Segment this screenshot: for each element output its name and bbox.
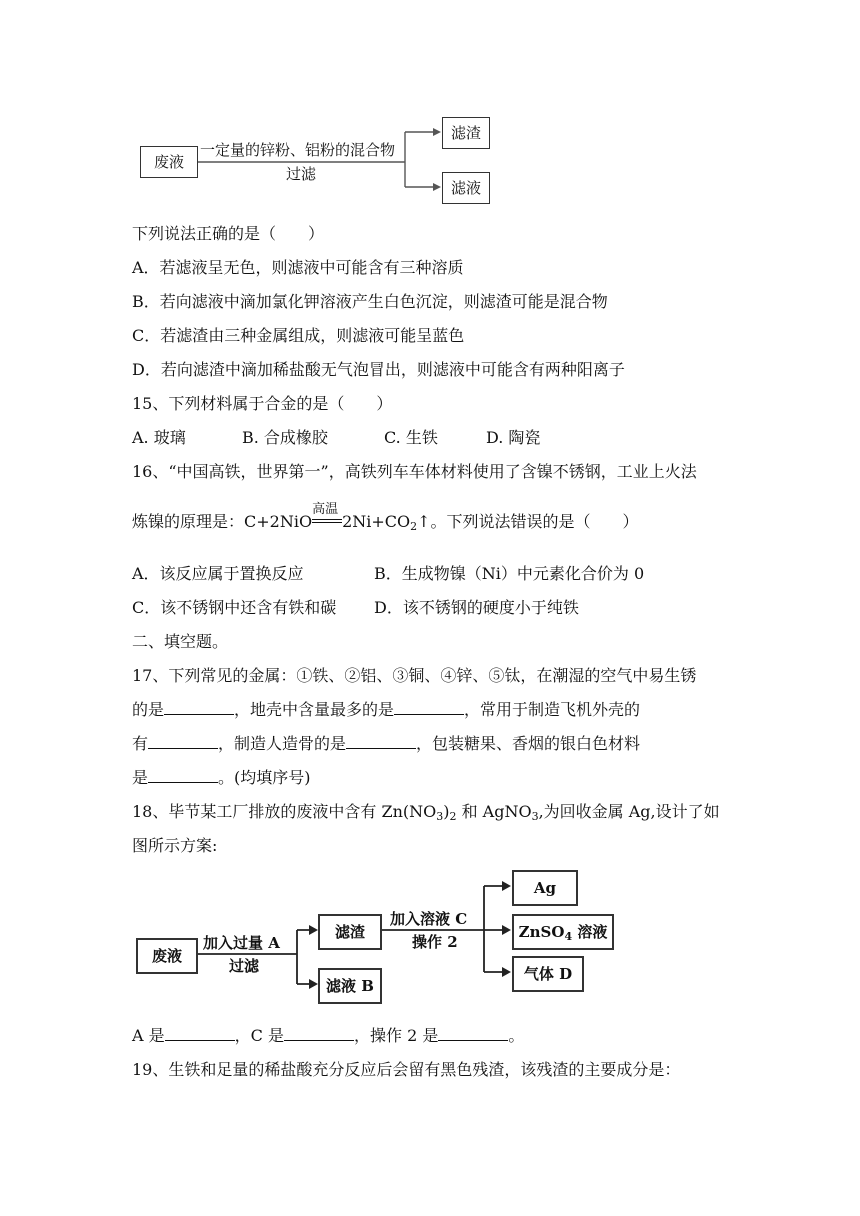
q16-option-c: C．该不锈钢中还含有铁和碳 bbox=[132, 598, 337, 617]
section-title-fill-in: 二、填空题。 bbox=[132, 632, 229, 651]
q15-stem: 15、下列材料属于合金的是（ ） bbox=[132, 394, 393, 413]
diagram2-filtrate-b-box: 滤液 B bbox=[318, 968, 382, 1004]
diagram2-ag-box: Ag bbox=[512, 870, 578, 906]
q16-stem-tail: ↑。下列说法错误的是（ ） bbox=[417, 512, 639, 531]
q18-text: 18、毕节某工厂排放的废液中含有 Zn(NO bbox=[132, 802, 437, 821]
diagram2-znso4-text: ZnSO bbox=[518, 923, 565, 941]
diagram2-edge2-top: 加入溶液 C bbox=[390, 910, 468, 928]
diagram2-edge1-bottom: 过滤 bbox=[229, 957, 260, 975]
q17-text: ，常用于制造飞机外壳的 bbox=[464, 700, 641, 719]
q17-text: 的是 bbox=[132, 700, 165, 719]
diagram2-edge2-bottom: 操作 2 bbox=[412, 933, 458, 951]
q17-text: ，包装糖果、香烟的银白色材料 bbox=[416, 734, 641, 753]
q18-subscript: 2 bbox=[449, 810, 457, 823]
q17-text: 是 bbox=[132, 768, 149, 787]
q18-subscript: 3 bbox=[531, 810, 539, 823]
q15-option-d: D. 陶瓷 bbox=[486, 428, 541, 447]
q16-co2-subscript: 2 bbox=[410, 520, 418, 533]
diagram2-znso4-box bbox=[512, 914, 614, 950]
diagram1-source-box: 废液 bbox=[140, 146, 198, 178]
diagram1-residue-box: 滤渣 bbox=[442, 117, 490, 149]
q18-text: ,为回收金属 Ag,设计了如 bbox=[538, 802, 720, 821]
q14-stem: 下列说法正确的是（ ） bbox=[132, 224, 325, 243]
diagram2-gas-d-box: 气体 D bbox=[512, 956, 584, 992]
q18-line2: 图所示方案: bbox=[132, 836, 218, 855]
q17-text: ，制造人造骨的是 bbox=[218, 734, 347, 753]
q14-option-b: B．若向滤液中滴加氯化钾溶液产生白色沉淀，则滤渣可能是混合物 bbox=[132, 292, 608, 311]
diagram1-filtrate-box: 滤液 bbox=[442, 172, 490, 204]
diagram1-edge-label-top: 一定量的锌粉、铝粉的混合物 bbox=[200, 141, 396, 159]
q18-text: ，C 是 bbox=[234, 1026, 284, 1045]
q18-text: 。 bbox=[508, 1026, 525, 1045]
q14-option-a: A．若滤液呈无色，则滤液中可能含有三种溶质 bbox=[132, 258, 464, 277]
q18-blank-a[interactable] bbox=[165, 1026, 235, 1041]
q16-equation-right: 2Ni+CO bbox=[342, 512, 411, 531]
q17-line1: 17、下列常见的金属：①铁、②铝、③铜、④锌、⑤钛，在潮湿的空气中易生锈 bbox=[132, 666, 697, 685]
q19-line1: 19、生铁和足量的稀盐酸充分反应后会留有黑色残渣，该残渣的主要成分是： bbox=[132, 1060, 681, 1079]
diagram2-znso4-subscript: 4 bbox=[564, 930, 573, 943]
diagram2-edge1-top: 加入过量 A bbox=[203, 934, 280, 952]
q17-text: 。(均填序号) bbox=[218, 768, 311, 787]
q18-text: ，操作 2 是 bbox=[354, 1026, 439, 1045]
q16-option-b: B．生成物镍（Ni）中元素化合价为 0 bbox=[374, 564, 645, 583]
q16-equation-left: 炼镍的原理是：C+2NiO bbox=[132, 512, 313, 531]
diagram2-znso4-suffix: 溶液 bbox=[572, 923, 608, 941]
q18-blank-c[interactable] bbox=[284, 1026, 354, 1041]
diagram2-residue-box: 滤渣 bbox=[318, 914, 382, 950]
q18-text: ) bbox=[443, 802, 450, 821]
q18-answer-line bbox=[132, 1026, 524, 1046]
q14-option-c: C．若滤渣由三种金属组成，则滤液可能呈蓝色 bbox=[132, 326, 465, 345]
q17-text: ，地壳中含量最多的是 bbox=[234, 700, 395, 719]
diagram2-source-box: 废液 bbox=[136, 938, 198, 974]
q18-subscript: 3 bbox=[436, 810, 444, 823]
q18-text: 和 AgNO bbox=[456, 802, 532, 821]
q15-option-b: B. 合成橡胶 bbox=[242, 428, 328, 447]
q16-stem-line1: 16、“中国高铁，世界第一”，高铁列车车体材料使用了含镍不锈钢，工业上火法 bbox=[132, 462, 697, 481]
q16-option-a: A．该反应属于置换反应 bbox=[132, 564, 304, 583]
diagram1-edge-label-bottom: 过滤 bbox=[286, 165, 317, 183]
q14-option-d: D．若向滤渣中滴加稀盐酸无气泡冒出，则滤液中可能含有两种阳离子 bbox=[132, 360, 625, 379]
q16-option-d: D．该不锈钢的硬度小于纯铁 bbox=[374, 598, 579, 617]
q15-option-a: A. 玻璃 bbox=[132, 428, 186, 447]
q15-option-c: C. 生铁 bbox=[384, 428, 438, 447]
q18-blank-op2[interactable] bbox=[438, 1026, 508, 1041]
q17-text: 有 bbox=[132, 734, 149, 753]
q18-text: A 是 bbox=[132, 1026, 165, 1045]
q16-condition: 高温 bbox=[312, 501, 339, 517]
